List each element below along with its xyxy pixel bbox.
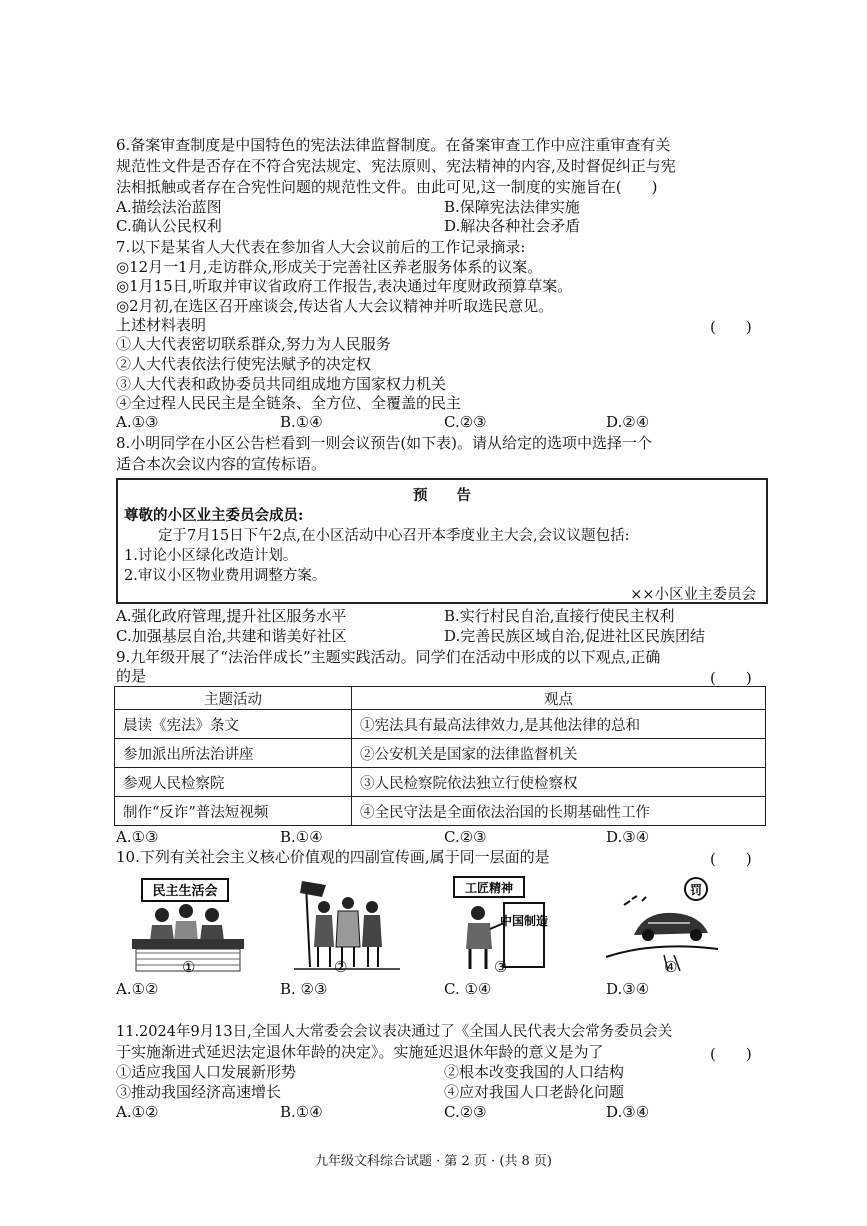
table-cell-activity: 制作“反诈”普法短视频 [115,797,352,826]
q9-option-c: C.②③ [444,828,487,846]
q8-option-d: D.完善民族区域自治,促进社区民族团结 [444,627,706,645]
q11-option-c: C.②③ [444,1103,487,1121]
q10-stem: 10.下列有关社会主义核心价值观的四副宣传画,属于同一层面的是 [116,848,550,866]
q8-stem-line1: 8.小明同学在小区公告栏看到一则会议预告(如下表)。请从给定的选项中选择一个 [116,434,653,452]
poster-label-3: ③ [494,958,508,976]
q10-option-c: C. ①④ [444,980,492,998]
q7-option-c: C.②③ [444,413,487,431]
table-cell-view: ①宪法具有最高法律效力,是其他法律的总和 [352,710,766,739]
q7-answer-paren: ( ) [710,318,752,336]
q9-stem-line2: 的是 [116,667,147,685]
q9-option-b: B.①④ [280,828,323,846]
table-header-row [115,687,766,710]
q6-stem-line1: 6.备案审查制度是中国特色的宪法法律监督制度。在备案审查工作中应注重审查有关 [116,136,671,154]
table-cell-activity: 参加派出所法治讲座 [115,739,352,768]
q6-option-a: A.描绘法治蓝图 [116,198,222,216]
q6-option-c: C.确认公民权利 [116,217,222,235]
q7-option-a: A.①③ [116,413,159,431]
table-header-view: 观点 [352,687,766,710]
table-row [115,768,766,797]
q11-stem-line2: 于实施渐进式延迟法定退休年龄的决定》。实施延迟退休年龄的意义是为了 [116,1043,604,1061]
q6-option-d: D.解决各种社会矛盾 [444,217,581,235]
q8-option-a: A.强化政府管理,提升社区服务水平 [116,607,347,625]
table-cell-activity: 参观人民检察院 [115,768,352,797]
q11-stem-line1: 11.2024年9月13日,全国人大常委会会议表决通过了《全国人民代表大会常务委员会关 [116,1024,673,1040]
table-header-activity: 主题活动 [115,687,352,710]
q9-table [114,686,766,826]
q11-statement-4: ④应对我国人口老龄化问题 [444,1083,625,1101]
q8-stem-line2: 适合本次会议内容的宣传标语。 [116,455,327,473]
notice-title: 预 告 [413,487,471,504]
q6-stem-line2: 规范性文件是否存在不符合宪法规定、宪法原则、宪法精神的内容,及时督促纠正与宪 [116,157,676,175]
q10-option-a: A.①② [116,980,159,998]
poster-3-box-text: 中国制造 [499,914,549,928]
notice-item-1: 1.讨论小区绿化改造计划。 [124,548,298,564]
table-cell-activity: 晨读《宪法》条文 [115,710,352,739]
meeting-notice-box [116,478,768,604]
q6-option-b: B.保障宪法法律实施 [444,198,580,216]
q9-stem-line1: 9.九年级开展了“法治伴成长”主题实践活动。同学们在活动中形成的以下观点,正确 [116,648,661,666]
table-cell-view: ③人民检察院依法独立行使检察权 [352,768,766,797]
notice-greeting: 尊敬的小区业主委员会成员: [124,507,304,524]
table-row [115,710,766,739]
q11-statement-1: ①适应我国人口发展新形势 [116,1063,297,1081]
q9-option-d: D.③④ [606,828,650,846]
q9-answer-paren: ( ) [710,669,752,687]
poster-3-sign-text: 工匠精神 [464,881,514,895]
q11-option-b: B.①④ [280,1103,323,1121]
q11-option-a: A.①② [116,1103,159,1121]
table-row [115,739,766,768]
q10-answer-paren: ( ) [710,850,752,868]
q10-option-b: B. ②③ [280,980,328,998]
q9-option-a: A.①③ [116,828,159,846]
poster-1-sign-text: 民主生活会 [152,884,218,899]
q7-record-3: ◎2月初,在选区召开座谈会,传达省人大会议精神并听取选民意见。 [116,297,554,315]
q8-option-b: B.实行村民自治,直接行使民主权利 [444,607,675,625]
q7-option-b: B.①④ [280,413,323,431]
notice-item-2: 2.审议小区物业费用调整方案。 [124,568,327,584]
poster-label-1: ① [182,958,196,976]
q7-ask: 上述材料表明 [116,316,207,334]
q7-record-2: ◎1月15日,听取并审议省政府工作报告,表决通过年度财政预算草案。 [116,277,573,295]
q7-stem: 7.以下是某省人大代表在参加省人大会议前后的工作记录摘录: [116,238,526,256]
q10-option-d: D.③④ [606,980,650,998]
poster-label-2: ② [334,958,348,976]
table-cell-view: ④全民守法是全面依法治国的长期基础性工作 [352,797,766,826]
q7-option-d: D.②④ [606,413,650,431]
q11-answer-paren: ( ) [710,1045,752,1063]
poster-4-badge-text: 罚 [689,883,703,897]
q7-statement-4: ④全过程人民民主是全链条、全方位、全覆盖的民主 [116,394,462,412]
page-footer: 九年级文科综合试题 · 第 2 页 · (共 8 页) [314,1154,552,1169]
q11-statement-2: ②根本改变我国的人口结构 [444,1063,625,1081]
q7-statement-3: ③人大代表和政协委员共同组成地方国家权力机关 [116,375,447,393]
poster-label-4: ④ [664,958,678,976]
notice-signature: ××小区业主委员会 [630,587,756,603]
q6-stem-line3: 法相抵触或者存在合宪性问题的规范性文件。由此可见,这一制度的实施旨在( ) [116,178,658,196]
poster-4-fine-car [604,875,720,975]
q11-statement-3: ③推动我国经济高速增长 [116,1083,282,1101]
notice-body: 定于7月15日下午2点,在小区活动中心召开本季度业主大会,会议议题包括: [158,528,630,544]
table-cell-view: ②公安机关是国家的法律监督机关 [352,739,766,768]
q7-record-1: ◎12月一1月,走访群众,形成关于完善社区养老服务体系的议案。 [116,258,543,276]
q7-statement-1: ①人大代表密切联系群众,努力为人民服务 [116,335,391,353]
table-row [115,797,766,826]
q11-option-d: D.③④ [606,1103,650,1121]
q7-statement-2: ②人大代表依法行使宪法赋予的决定权 [116,355,372,373]
q8-option-c: C.加强基层自治,共建和谐美好社区 [116,627,347,645]
